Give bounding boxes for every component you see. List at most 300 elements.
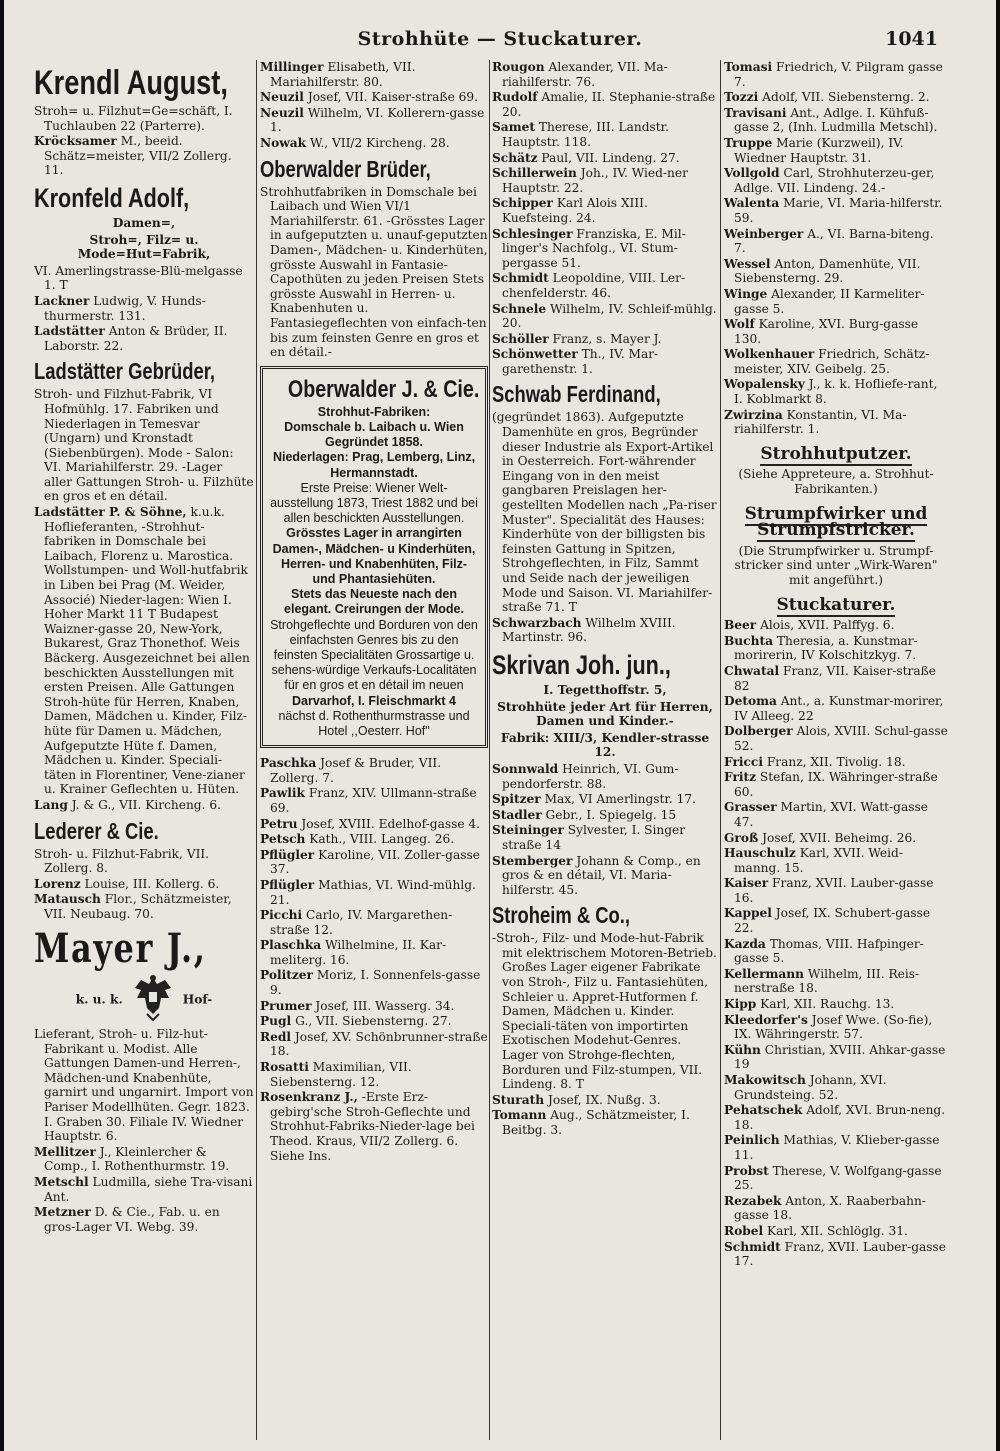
entry-name: Truppe [724, 135, 773, 150]
entry-details: Moriz, I. Sonnenfels-gasse 9. [270, 968, 481, 998]
directory-entry [34, 847, 254, 876]
entry-name: Fritz [724, 770, 757, 785]
entry-details: Josef, III. Wasserg. 34. [315, 998, 455, 1013]
entry-name: Samet [492, 120, 535, 135]
directory-entry [724, 347, 948, 376]
entry-name: Rougon [492, 60, 545, 74]
entry-details: Carl, Strohhuterzeu-ger, Adlge. VII. Lindeng. 24.- [734, 166, 935, 195]
entry-details: Karl, XVII. Weid-manng. 15. [734, 846, 903, 875]
section-heading-strohhutputzer: Strohhutputzer. [760, 443, 912, 464]
entry-name: Tomasi [724, 60, 773, 74]
directory-entry [34, 1145, 254, 1174]
entry-name: Grasser [724, 800, 777, 815]
entry-name: Schmidt [724, 1239, 781, 1254]
column-divider [489, 60, 490, 1440]
directory-entry [34, 104, 254, 133]
entry-name: Tomann [492, 1108, 547, 1123]
entry-details: Josef Wwe. (So-fie), IX. Währingerstr. 57. [734, 1012, 933, 1042]
page-title: Strohhüte — Stuckaturer. [357, 28, 643, 50]
ad-title: Oberwalder J. & Cie. [287, 375, 480, 403]
entry-details: Josef, XVIII. Edelhof-gasse 4. [301, 816, 481, 831]
entry-details: k.u.k. Hoflieferanten, -Strohhut-fabriken in Domschale bei Laibach, Florenz u. Marostica. Wollstumpen- und Woll-hutfabrik in Liben bei Prag (M. Weider, Associé) Nieder-lagen: Wien I. Hoher Markt 11 T Budapest Waizner-gasse 20, New-York, Bukarest, Graz Thonethof. Weis Bäckerg. Ausgezeichnet bei allen beschickten Ausstellungen mit ersten Preisen. Alle Gattungen Stroh-hüte für Herren, Knaben, Damen, Mädchen u. Kinder, Filz-hüte für Damen u. Mädchen, Aufgeputzte Hüte f. Damen, Mädchen u. Kinder. Speciali-täten in Florentiner, Vene-zianer u. Krainer Geflechten u. Hüten. [44, 505, 250, 797]
page-number: 1041 [885, 28, 938, 50]
column-divider [720, 60, 721, 1440]
entry-details: Elisabeth, VII. Mariahilferstr. 80. [270, 60, 416, 89]
directory-entry [724, 937, 948, 966]
entry-name: Sonnwald [492, 761, 559, 776]
entry-name: Fricci [724, 754, 763, 769]
entry-name: Makowitsch [724, 1073, 806, 1087]
directory-entry [34, 264, 254, 293]
directory-entry [34, 892, 254, 921]
column-1 [34, 60, 254, 1443]
entry-details: Ludwig, V. Hunds-thurmerstr. 131. [44, 293, 206, 323]
entry-details: M., beeid. Schätz=meister, VII/2 Zollerg. 11. [44, 134, 232, 178]
directory-entry [34, 294, 254, 323]
column-4 [724, 60, 948, 1443]
entry-details: Karl, XII. Schlöglg. 31. [767, 1223, 908, 1238]
directory-entry [34, 1027, 254, 1144]
entry-name: Sturath [492, 1092, 545, 1107]
entry-details: Johann & Comp., en gros & en détail, VI. Maria-hilferstr. 45. [502, 853, 701, 897]
entry-details: Alois, XVIII. Schul-gasse 52. [734, 724, 948, 753]
entry-name: Steininger [492, 823, 564, 838]
directory-entry [260, 756, 488, 785]
entry-details: Therese, V. Wolfgang-gasse 25. [734, 1163, 942, 1193]
directory-entry [724, 1164, 948, 1193]
directory-entry [260, 786, 488, 815]
ad-line: Grösstes Lager in arrangirten Damen-, Mädchen- u Kinderhüten, Herren- und Knabenhüten, Filz- und Phantasiehüten. [272, 526, 476, 586]
entry-details: VI. Amerlingstrasse-Blü-melgasse 1. T [34, 263, 243, 293]
entry-name: Vollgold [724, 166, 780, 181]
entry-details: Josef, VII. Kaiser-straße 69. [307, 90, 479, 105]
ad-line: nächst d. Rothenthurmstrasse und Hotel ,,Oesterr. Hof" [278, 708, 470, 738]
entry-details: Maximilian, VII. Siebensterng. 12. [270, 1060, 412, 1089]
directory-entry [724, 1043, 948, 1072]
entry-name: Pugl [260, 1014, 292, 1029]
entry-details: Strohhutfabriken in Domschale bei Laibach und Wien VI/1 Mariahilferstr. 61. -Grösstes Lager in aufgeputzten u. unauf-geputzten Damen-, Mädchen- u. Kinderhüten, grösste Auswahl in Fantasie-Capothüten zu jeden Preisen Stets grösste Auswahl in Herren- u. Knabenhuten u. Fantasiegeflechten von einfach-ten bis zum feinsten Genre en gros et en détail.- [260, 184, 488, 360]
entry-name: Wessel [724, 256, 771, 271]
entry-name: Kazda [724, 936, 766, 951]
directory-entry [260, 908, 488, 937]
directory-entry [724, 997, 948, 1012]
entry-name: Tozzi [724, 90, 759, 105]
entry-details: Th., IV. Mar-garethenstr. 1. [502, 347, 659, 376]
business-name-heading: Kronfeld Adolf, [34, 182, 190, 213]
entry-details: Anton, X. Raaberbahn-gasse 18. [734, 1193, 926, 1223]
entry-name: Rezabek [724, 1193, 782, 1208]
business-detail-line: Damen=, [112, 215, 176, 230]
entry-details: Sylvester, I. Singer straße 14 [502, 823, 686, 852]
entry-details: Franz, XII. Tivolig. 18. [766, 754, 906, 769]
entry-details: Wilhelm, VI. Kollerern-gasse 1. [270, 105, 485, 135]
entry-details: A., VI. Barna-biteng. 7. [734, 226, 934, 256]
directory-entry [260, 968, 488, 997]
entry-details: Amalie, II. Stephanie-straße 20. [502, 90, 716, 119]
entry-name: Stadler [492, 807, 542, 822]
entry-details: J. & G., VII. Kircheng. 6. [71, 797, 221, 812]
section-heading-strumpfwirker: Strumpfwirker und [744, 503, 928, 524]
directory-entry [34, 1175, 254, 1204]
directory-entry [724, 90, 948, 105]
entry-name: Kipp [724, 997, 757, 1012]
directory-entry [724, 106, 948, 135]
entry-details: Karl, XII. Rauchg. 13. [760, 997, 895, 1012]
directory-entry [492, 166, 718, 195]
directory-entry [724, 166, 948, 195]
directory-entry [724, 664, 948, 693]
entry-details: Wilhelm, III. Reis-nerstraße 18. [734, 966, 920, 996]
directory-entry [492, 1108, 718, 1137]
business-detail-line: Stroh=, Filz= u. Mode=Hut=Fabrik, [77, 232, 211, 262]
directory-entry [34, 798, 254, 813]
entry-details: Josef & Bruder, VII. Zollerg. 7. [270, 756, 442, 785]
entry-name: Wopalensky [724, 377, 805, 392]
entry-details: Ludmilla, siehe Tra-visani Ant. [44, 1175, 253, 1204]
entry-name: Neuzil [260, 105, 304, 120]
entry-name: Pehatschek [724, 1103, 803, 1118]
entry-details: Anton & Brüder, II. Laborstr. 22. [44, 324, 228, 353]
entry-name: Hauschulz [724, 846, 796, 861]
business-detail-line: Fabrik: XIII/3, Kendler-strasse 12. [500, 730, 710, 760]
entry-details: Anton, Damenhüte, VII. Siebensterng. 29. [734, 256, 921, 286]
entry-name: Schmidt [492, 271, 549, 286]
directory-entry [724, 1013, 948, 1042]
entry-name: Prumer [260, 998, 312, 1013]
section-heading-strumpfstricker: Strumpfstricker. [757, 520, 915, 541]
entry-name: Petsch [260, 832, 306, 847]
entry-details: Stroh= u. Filzhut=Ge=schäft, I. Tuchlauben 22 (Parterre). [34, 104, 233, 133]
entry-details: Adolf, XVI. Brun-neng. 18. [734, 1103, 946, 1132]
entry-name: Zwirzina [724, 407, 783, 422]
directory-entry [724, 196, 948, 225]
directory-entry [724, 831, 948, 846]
directory-entry [34, 1205, 254, 1234]
directory-entry [492, 227, 718, 271]
entry-name: Walenta [724, 196, 780, 211]
entry-details: Alexander, II Karmeliter-gasse 5. [734, 286, 925, 316]
directory-entry [724, 227, 948, 256]
entry-details: J., Kleinlercher & Comp., I. Rothenthurmstr. 19. [44, 1144, 230, 1174]
directory-entry [724, 800, 948, 829]
directory-entry [260, 999, 488, 1014]
entry-details: Max, VI Amerlingstr. 17. [544, 792, 697, 807]
entry-name: Schwarzbach [492, 615, 582, 630]
entry-name: Buchta [724, 633, 773, 648]
directory-entry [724, 287, 948, 316]
directory-entry [724, 1194, 948, 1223]
business-name-heading: Oberwalder Brüder, [260, 155, 431, 182]
directory-entry [260, 1030, 488, 1059]
entry-name: Kellermann [724, 966, 805, 981]
entry-name: Politzer [260, 968, 313, 983]
entry-details: Alois, XVII. Palffyg. 6. [760, 618, 895, 633]
directory-entry [724, 618, 948, 633]
directory-entry [724, 408, 948, 437]
business-name-heading: Krendl August, [34, 64, 228, 102]
entry-name: Kühn [724, 1042, 761, 1057]
directory-entry [724, 1133, 948, 1162]
entry-name: Ladstätter P. & Söhne, [34, 505, 187, 520]
entry-name: Kleedorfer's [724, 1012, 808, 1027]
entry-details: Aug., Schätzmeister, I. Beitbg. 3. [502, 1108, 690, 1137]
column-2 [260, 60, 488, 1443]
ad-line: Strohgeflechte und Borduren von den einfachsten Genres bis zu den feinsten Specialitäten Grossartige u. sehens-würdige Verkaufs-Localitäten für en gros et en détail im neuen [270, 617, 478, 693]
entry-details: Gebr., I. Spiegelg. 15 [545, 807, 677, 822]
entry-name: Pawlik [260, 786, 305, 801]
entry-name: Schöller [492, 331, 549, 346]
entry-name: Ladstätter [34, 324, 105, 339]
ad-line: Niederlagen: Prag, Lemberg, Linz, Hermannstadt. [272, 450, 476, 480]
directory-entry [724, 724, 948, 753]
entry-details: G., VII. Siebensterng. 27. [295, 1014, 452, 1029]
business-detail-line: Strohhüte jeder Art für Herren, Damen und Kinder.- [497, 699, 713, 729]
directory-entry [492, 196, 718, 225]
directory-entry [34, 387, 254, 504]
entry-details: Ant., Adlge. I. Kühfuß-gasse 2, (Inh. Ludmilla Metschl). [734, 105, 938, 135]
entry-details: Alexander, VII. Ma-riahilferstr. 76. [502, 60, 668, 89]
entry-details: Leopoldine, VIII. Ler-chenfelderstr. 46. [502, 271, 686, 300]
directory-entry [724, 317, 948, 346]
directory-entry [724, 755, 948, 770]
directory-entry [34, 134, 254, 178]
entry-name: Lorenz [34, 876, 81, 891]
directory-page [4, 0, 996, 1451]
entry-details: Franz, XVII. Lauber-gasse 16. [734, 876, 934, 905]
ad-line: Darvarhof, I. Fleischmarkt 4 [292, 693, 456, 708]
directory-entry [34, 324, 254, 353]
directory-entry [260, 185, 488, 360]
directory-entry [724, 876, 948, 905]
entry-name: Travisani [724, 105, 787, 120]
entry-name: Schnele [492, 301, 547, 316]
directory-entry [492, 302, 718, 331]
column-3 [492, 60, 718, 1443]
entry-details: Adolf, VII. Siebensterng. 2. [762, 90, 930, 105]
directory-entry [724, 634, 948, 663]
entry-details: J., k. k. Hofliefe-rant, I. Koblmarkt 8. [734, 377, 938, 407]
directory-entry [724, 967, 948, 996]
entry-details: Konstantin, VI. Ma-riahilferstr. 1. [734, 407, 907, 437]
entry-name: Beer [724, 618, 757, 633]
entry-details: Carlo, IV. Margarethen-straße 12. [270, 908, 453, 937]
entry-details: Paul, VII. Lindeng. 27. [541, 150, 680, 165]
entry-name: Pflügler [260, 877, 315, 892]
directory-entry [260, 848, 488, 877]
directory-entry [492, 854, 718, 898]
entry-details: Stefan, IX. Währinger-straße 60. [734, 770, 938, 799]
entry-name: Stemberger [492, 853, 573, 868]
entry-details: Christian, XVIII. Ahkar-gasse 19 [734, 1042, 946, 1072]
crest-left-text: k. u. k. [75, 991, 123, 1006]
entry-details: Theresia, a. Kunstmar-morirerin, IV Kolschitzkyg. 7. [734, 633, 918, 663]
entry-details: Friedrich, V. Pilgram gasse 7. [734, 60, 943, 89]
directory-entry [492, 410, 718, 614]
entry-details: Franz, VII. Kaiser-straße 82 [734, 663, 937, 693]
entry-name: Metschl [34, 1175, 89, 1190]
directory-entry [724, 906, 948, 935]
directory-entry [724, 1240, 948, 1269]
entry-name: Robel [724, 1223, 764, 1238]
double-eagle-icon [131, 974, 175, 1026]
directory-entry [724, 846, 948, 875]
entry-name: Schillerwein [492, 166, 577, 181]
entry-name: Lang [34, 797, 68, 812]
directory-entry [492, 808, 718, 823]
entry-name: Plaschka [260, 938, 322, 953]
entry-details: Franz, XVII. Lauber-gasse 17. [734, 1239, 947, 1269]
entry-details: Thomas, VIII. Hafpinger-gasse 5. [734, 936, 924, 966]
directory-entry [492, 616, 718, 645]
entry-name: Kröcksamer [34, 134, 117, 149]
entry-details: Stroh- und Filzhut-Fabrik, VI Hofmühlg. 17. Fabriken und Niederlagen in Temesvar (Ungarn) und Kronstadt (Siebenbürgen). Mode - Salon: VI. Mariahilferstr. 29. -Lager aller Gattungen Stroh- u. Filzhüte en gros et en détail. [34, 387, 254, 504]
entry-details: Joh., IV. Wied-ner Hauptstr. 22. [502, 166, 688, 195]
entry-name: Dolberger [724, 724, 793, 739]
directory-entry [724, 770, 948, 799]
section-heading-stuckaturer: Stuckaturer. [776, 594, 896, 615]
entry-details: Mathias, VI. Wind-mühlg. 21. [270, 877, 476, 907]
ad-line: Stets das Neueste nach den elegant. Creirungen der Mode. [284, 587, 464, 617]
entry-details: -Stroh-, Filz- und Mode-hut-Fabrik mit elektrischem Motoren-Betrieb. Großes Lager eigener Fabrikate von Stroh-, Filz u. Fantasiehüten, Schleier u. Appret-Hutformen f. Damen, Mädchen u. Kinder. Speciali-täten von importirten Exotischen Modehut-Genres. Lager von Strohge-flechten, Borduren und Filz-stumpen, VII. Lindeng. 8. T [492, 931, 717, 1092]
directory-entry [724, 1224, 948, 1239]
directory-entry [34, 505, 254, 797]
business-name-heading: Mayer J., [34, 924, 207, 972]
directory-entry [724, 136, 948, 165]
entry-details: Josef, XV. Schönbrunner-straße 18. [270, 1029, 488, 1059]
imperial-crest-line [34, 974, 254, 1026]
directory-entry [492, 60, 718, 89]
entry-name: Schönwetter [492, 347, 578, 362]
entry-name: Rosatti [260, 1060, 309, 1075]
oberwalder-advertisement [260, 366, 488, 748]
entry-details: D. & Cie., Fab. u. en gros-Lager VI. Webg. 39. [44, 1205, 220, 1234]
section-note: (Die Strumpfwirker u. Strumpf-stricker sind unter „Wirk-Waren" mit angeführt.) [734, 543, 938, 587]
entry-name: Picchi [260, 908, 303, 923]
entry-name: Pflügler [260, 847, 315, 862]
directory-entry [260, 106, 488, 135]
entry-details: Karl Alois XIII. Kuefsteing. 24. [502, 196, 648, 225]
entry-details: Lieferant, Stroh- u. Filz-hut-Fabrikant u. Modist. Alle Gattungen Damen-und Herren-, Mädchen-und Knabenhüte, garnirt und ungarnirt. Import von Pariser Modellhüten. Gegr. 1823. I. Graben 30. Filiale IV. Wiedner Hauptstr. 6. [34, 1027, 254, 1144]
directory-entry [492, 271, 718, 300]
entry-details: Karoline, XVI. Burg-gasse 130. [734, 317, 919, 346]
crest-right-text: Hof- [182, 991, 213, 1006]
directory-entry [260, 136, 488, 151]
entry-details: Ant., a. Kunstmar-morirer, IV Alleeg. 22 [734, 694, 944, 723]
entry-details: Marie, VI. Maria-hilferstr. 59. [734, 196, 943, 225]
directory-entry [724, 60, 948, 89]
entry-name: Schipper [492, 196, 553, 211]
directory-entry [492, 151, 718, 166]
directory-entry [492, 792, 718, 807]
business-name-heading: Schwab Ferdinand, [492, 381, 661, 408]
entry-name: Millinger [260, 60, 324, 74]
entry-name: Peinlich [724, 1133, 780, 1148]
entry-details: Friedrich, Schätz-meister, XIV. Geibelg. 25. [734, 347, 930, 376]
entry-name: Winge [724, 286, 768, 301]
directory-entry [724, 1103, 948, 1132]
directory-entry [492, 762, 718, 791]
entry-details: Louise, III. Kollerg. 6. [84, 876, 220, 891]
directory-entry [492, 347, 718, 376]
entry-details: (gegründet 1863). Aufgeputzte Damenhüte en gros, Begründer dieser Industrie als Export-Artikel in Oesterreich. Fort-währender Eingang von in den meist gangbaren Preislagen her-gestellten Modellen nach „Pa-riser Muster". Specialität des Hauses: Kinderhüte von der billigsten bis feinsten Gattung in Spitzen, Strohgeflechten, in Filz, Sammt und Seide nach der jeweiligen Mode und Saison. VI. Mariahilfer-straße 71. T [492, 410, 717, 615]
entry-name: Rosenkranz J., [260, 1090, 358, 1105]
entry-details: Marie (Kurzweil), IV. Wiedner Hauptstr. 31. [734, 135, 904, 165]
directory-entry [260, 832, 488, 847]
directory-entry [492, 1093, 718, 1108]
entry-name: Kappel [724, 906, 772, 921]
directory-entry [260, 817, 488, 832]
directory-entry [492, 90, 718, 119]
ad-line: Strohhut-Fabriken: [317, 404, 431, 419]
entry-details: Wilhelm, IV. Schleif-mühlg. 20. [502, 301, 717, 331]
entry-name: Nowak [260, 135, 307, 150]
entry-details: Franziska, E. Mil-linger's Nachfolg., VI. Stum-pergasse 51. [502, 226, 686, 270]
entry-details: Johann, XVI. Grundsteing. 52. [734, 1073, 887, 1102]
entry-name: Metzner [34, 1205, 91, 1220]
entry-name: Wolf [724, 317, 755, 332]
business-name-heading: Ladstätter Gebrüder, [34, 358, 215, 385]
entry-details: W., VII/2 Kircheng. 28. [309, 135, 450, 150]
column-divider [256, 60, 257, 1440]
section-note: (Siehe Appreteure, a. Strohhut-Fabrikanten.) [738, 467, 934, 497]
entry-details: Heinrich, VI. Gum-pendorferstr. 88. [502, 761, 679, 791]
entry-details: Flor., Schätzmeister, VII. Neubaug. 70. [44, 892, 232, 921]
entry-name: Schlesinger [492, 226, 573, 241]
entry-name: Lackner [34, 293, 90, 308]
ad-line: Gegründet 1858. [325, 435, 423, 450]
entry-details: Kath., VIII. Langeg. 26. [309, 832, 455, 847]
entry-details: Josef, IX. Schubert-gasse 22. [734, 906, 931, 936]
entry-name: Probst [724, 1163, 769, 1178]
entry-name: Chwatal [724, 663, 780, 678]
entry-name: Matausch [34, 892, 101, 907]
business-name-heading: Stroheim & Co., [492, 902, 631, 929]
entry-name: Neuzil [260, 90, 304, 105]
directory-entry [260, 60, 488, 89]
directory-entry [492, 332, 718, 347]
entry-name: Paschka [260, 756, 317, 771]
entry-details: Franz, XIV. Ullmann-straße 69. [270, 786, 477, 815]
entry-name: Mellitzer [34, 1144, 96, 1159]
entry-name: Weinberger [724, 226, 804, 241]
directory-entry [492, 931, 718, 1092]
entry-name: Schätz [492, 150, 538, 165]
entry-details: Wilhelm XVIII. Martinstr. 96. [502, 615, 676, 645]
entry-details: Josef, XVII. Beheimg. 26. [762, 830, 917, 845]
directory-entry [724, 377, 948, 406]
entry-name: Petru [260, 816, 298, 831]
entry-details: Franz, s. Mayer J. [552, 331, 662, 346]
directory-entry [724, 694, 948, 723]
entry-details: Stroh- u. Filzhut-Fabrik, VII. Zollerg. 8. [34, 846, 210, 876]
directory-entry [260, 1014, 488, 1029]
entry-details: Josef, IX. Nußg. 3. [547, 1092, 661, 1107]
directory-entry [260, 1090, 488, 1163]
page-header [4, 28, 996, 54]
directory-entry [260, 878, 488, 907]
entry-name: Groß [724, 830, 759, 845]
business-name-heading: Skrivan Joh. jun., [492, 649, 671, 680]
ad-line: Erste Preise: Wiener Welt-ausstellung 1873, Triest 1882 und bei allen beschickten Ausstellungen. [270, 480, 478, 526]
directory-entry [492, 120, 718, 149]
entry-name: Detoma [724, 694, 777, 709]
entry-details: Therese, III. Landstr. Hauptstr. 118. [502, 120, 670, 149]
entry-details: Wilhelmine, II. Kar-meliterg. 16. [270, 938, 447, 967]
directory-entry [724, 1073, 948, 1102]
ad-line: Domschale b. Laibach u. Wien [284, 419, 464, 434]
entry-name: Wolkenhauer [724, 347, 815, 362]
entry-name: Redl [260, 1029, 292, 1044]
